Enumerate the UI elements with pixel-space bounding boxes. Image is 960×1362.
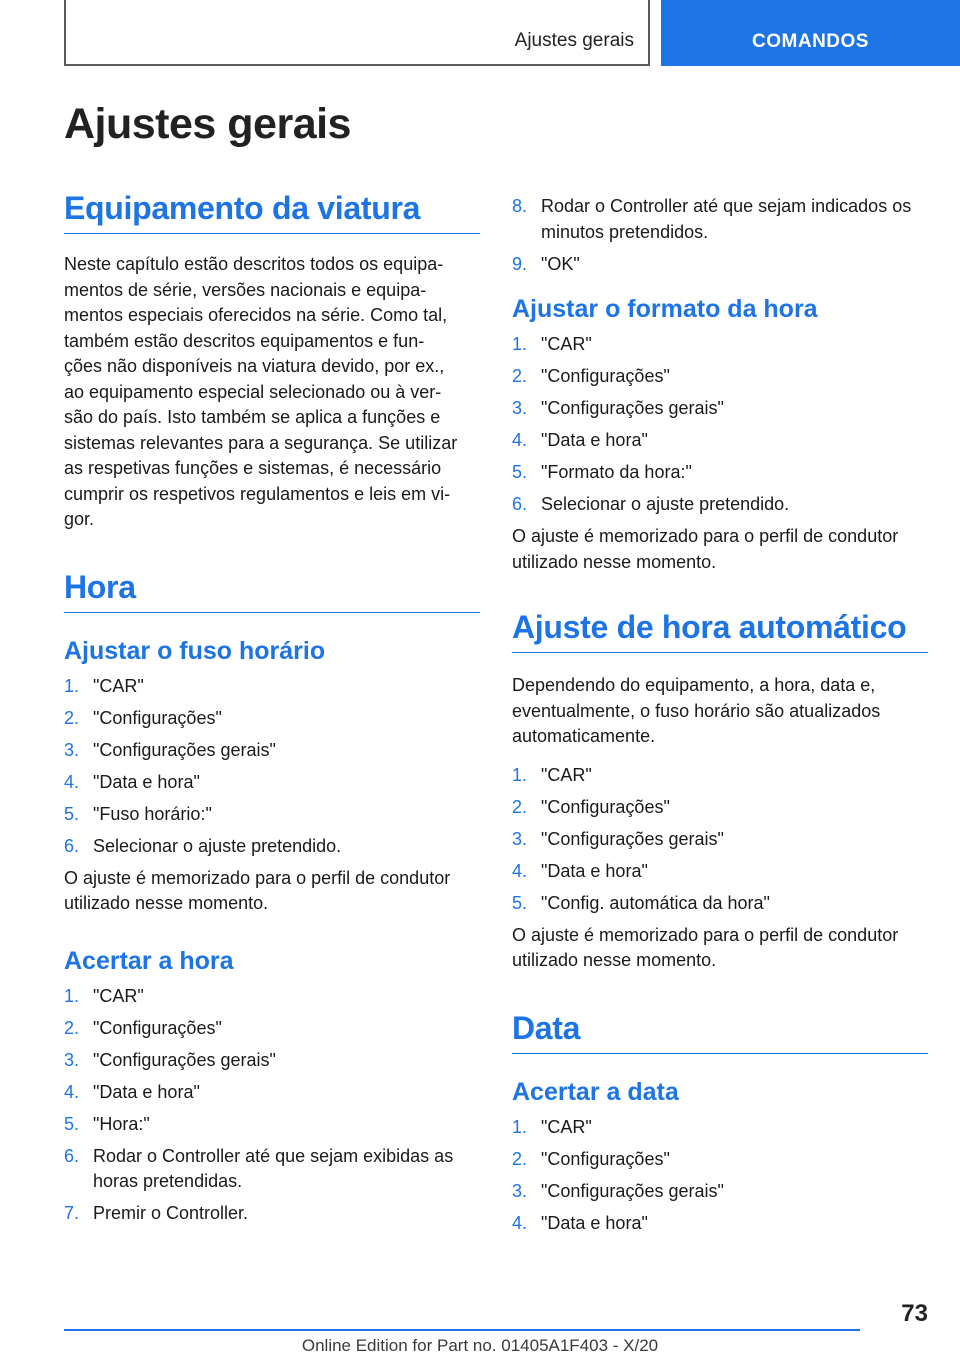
step-number: 3. — [512, 1180, 528, 1201]
step-number: 5. — [64, 1113, 80, 1134]
list-item — [512, 1147, 928, 1173]
list-item — [64, 834, 480, 860]
list-item — [512, 763, 928, 789]
steps-acertar-hora — [64, 984, 480, 1227]
step-number: 3. — [512, 398, 528, 418]
footer-divider — [64, 1329, 860, 1331]
step-text: "CAR" — [93, 985, 144, 1006]
step-text: Premir o Controller. — [93, 1203, 249, 1223]
step-number: 1. — [64, 985, 80, 1006]
list-item — [64, 1112, 480, 1138]
heading-hora-automatico: Ajuste de hora automático — [512, 609, 928, 653]
step-text: Rodar o Controller até que sejam indicados os minutos pretendidos. — [541, 196, 912, 242]
step-text: "Data e hora" — [93, 771, 200, 792]
para-line: mentos de série, versões nacionais e equipa‐ — [64, 279, 427, 300]
step-number: 4. — [64, 771, 80, 792]
step-text: "Configurações" — [93, 707, 222, 728]
step-number: 3. — [512, 828, 528, 849]
step-number: 4. — [512, 860, 528, 881]
steps-formato-hora — [512, 332, 928, 518]
heading-acertar-hora: Acertar a hora — [64, 946, 234, 975]
list-item — [512, 194, 928, 245]
step-text: "Configurações" — [541, 366, 670, 386]
list-item — [64, 802, 480, 828]
step-text: "Configurações" — [93, 1017, 222, 1038]
list-item — [512, 364, 928, 390]
list-item — [512, 460, 928, 486]
steps-fuso-horario — [64, 674, 480, 860]
step-text: "Configurações gerais" — [541, 1180, 724, 1201]
step-number: 9. — [512, 253, 528, 274]
list-item — [512, 859, 928, 885]
paragraph-equipamento — [64, 252, 480, 533]
list-item — [64, 984, 480, 1010]
step-text: Selecionar o ajuste pretendido. — [93, 835, 342, 856]
step-number: 1. — [512, 1116, 528, 1137]
para-line: gor. — [64, 509, 95, 529]
list-item — [64, 706, 480, 732]
list-item — [64, 674, 480, 700]
step-number: 3. — [64, 1049, 80, 1070]
list-item — [64, 1080, 480, 1106]
steps-acertar-data — [512, 1115, 928, 1237]
step-number: 2. — [64, 1017, 80, 1038]
step-number: 3. — [64, 739, 80, 760]
step-number: 5. — [64, 803, 80, 824]
step-text: "Configurações gerais" — [93, 739, 276, 760]
list-item — [512, 827, 928, 853]
list-item — [64, 1201, 480, 1227]
step-number: 4. — [512, 1212, 528, 1233]
step-number: 6. — [512, 494, 528, 514]
page-number: 73 — [901, 1300, 928, 1327]
step-text: "CAR" — [93, 675, 144, 696]
step-number: 1. — [64, 675, 80, 696]
step-text: "Data e hora" — [93, 1081, 200, 1102]
steps-acertar-hora-continued — [512, 194, 928, 277]
list-item — [512, 332, 928, 358]
para-line: ções não disponíveis na viatura devido, por ex., — [64, 356, 445, 376]
step-text: "Data e hora" — [541, 430, 648, 450]
step-number: 2. — [512, 796, 528, 817]
step-number: 2. — [512, 1148, 528, 1169]
step-number: 8. — [512, 196, 528, 216]
steps-hora-automatico — [512, 763, 928, 917]
step-number: 1. — [512, 764, 528, 785]
heading-fuso-horario: Ajustar o fuso horário — [64, 636, 326, 665]
note-hora-automatico — [512, 923, 928, 974]
step-number: 6. — [64, 1145, 80, 1166]
step-text: "Configurações gerais" — [541, 398, 724, 418]
header-chapter-tab[interactable] — [661, 0, 960, 66]
para-line: Dependendo do equipamento, a hora, data e, — [512, 675, 876, 695]
para-line: cumprir os respetivos regulamentos e leis em vi‐ — [64, 483, 451, 504]
step-number: 4. — [512, 430, 528, 450]
list-item — [64, 1016, 480, 1042]
list-item — [512, 1211, 928, 1237]
list-item — [512, 492, 928, 518]
heading-acertar-data: Acertar a data — [512, 1077, 679, 1106]
para-line: as respetivas funções e sistemas, é necessário — [64, 458, 442, 478]
header-chapter-label: COMANDOS — [752, 31, 869, 52]
para-line: são do país. Isto também se aplica a funções e — [64, 407, 441, 427]
list-item — [512, 396, 928, 422]
note-line: utilizado nesse momento. — [512, 950, 717, 970]
step-number: 5. — [512, 462, 528, 482]
note-line: utilizado nesse momento. — [512, 551, 717, 572]
step-text: "CAR" — [541, 764, 592, 785]
heading-formato-hora: Ajustar o formato da hora — [512, 295, 818, 323]
step-text: Rodar o Controller até que sejam exibidas as horas pretendidas. — [93, 1145, 454, 1191]
step-text: "Data e hora" — [541, 860, 648, 881]
heading-data: Data — [512, 1010, 928, 1054]
list-item — [512, 428, 928, 454]
list-item — [512, 252, 928, 278]
step-text: Selecionar o ajuste pretendido. — [541, 494, 790, 514]
list-item — [512, 795, 928, 821]
para-line: ao equipamento especial selecionado ou à ver‐ — [64, 381, 442, 402]
note-line: utilizado nesse momento. — [64, 893, 269, 913]
step-text: "Configurações gerais" — [541, 828, 724, 849]
para-line: automaticamente. — [512, 726, 656, 746]
step-text: "Configurações" — [541, 796, 670, 817]
para-line: Neste capítulo estão descritos todos os equipa‐ — [64, 254, 444, 274]
step-number: 7. — [64, 1203, 80, 1223]
step-text: "CAR" — [541, 334, 592, 354]
step-number: 6. — [64, 835, 80, 856]
header-section-title: Ajustes gerais — [514, 30, 634, 51]
step-number: 1. — [512, 334, 528, 354]
note-formato-hora — [512, 524, 928, 575]
footer-edition-text: Online Edition for Part no. 01405A1F403 - X/20 — [301, 1336, 659, 1355]
list-item — [512, 1115, 928, 1141]
list-item — [512, 891, 928, 917]
heading-hora: Hora — [64, 569, 480, 613]
step-number: 2. — [64, 707, 80, 728]
step-number: 5. — [512, 892, 528, 913]
list-item — [64, 738, 480, 764]
list-item — [64, 770, 480, 796]
step-text: "OK" — [541, 253, 580, 274]
step-text: "Configurações" — [541, 1148, 670, 1169]
step-text: "Data e hora" — [541, 1212, 648, 1233]
para-line: também estão descritos equipamentos e fun‐ — [64, 330, 425, 351]
step-text: "Configurações gerais" — [93, 1049, 276, 1070]
note-line: O ajuste é memorizado para o perfil de condutor — [512, 924, 899, 945]
page-title: Ajustes gerais — [64, 100, 351, 148]
heading-equipamento: Equipamento da viatura — [64, 190, 480, 234]
list-item — [64, 1144, 480, 1195]
list-item — [64, 1048, 480, 1074]
para-line: mentos especiais oferecidos na série. Como tal, — [64, 305, 448, 325]
step-text: "Formato da hora:" — [541, 462, 692, 482]
step-text: "Fuso horário:" — [93, 803, 212, 824]
note-line: O ajuste é memorizado para o perfil de condutor — [512, 526, 899, 546]
header-section-box — [64, 0, 650, 66]
para-line: sistemas relevantes para a segurança. Se utilizar — [64, 432, 458, 453]
para-line: eventualmente, o fuso horário são atualizados — [512, 700, 881, 721]
right-column — [512, 194, 928, 1243]
left-column — [64, 190, 480, 1233]
intro-hora-automatico — [512, 673, 928, 750]
step-number: 4. — [64, 1081, 80, 1102]
step-text: "Hora:" — [93, 1113, 150, 1134]
step-text: "Config. automática da hora" — [541, 892, 770, 913]
step-text: "CAR" — [541, 1116, 592, 1137]
note-fuso-horario — [64, 866, 480, 917]
step-number: 2. — [512, 366, 528, 386]
list-item — [512, 1179, 928, 1205]
note-line: O ajuste é memorizado para o perfil de condutor — [64, 867, 451, 888]
